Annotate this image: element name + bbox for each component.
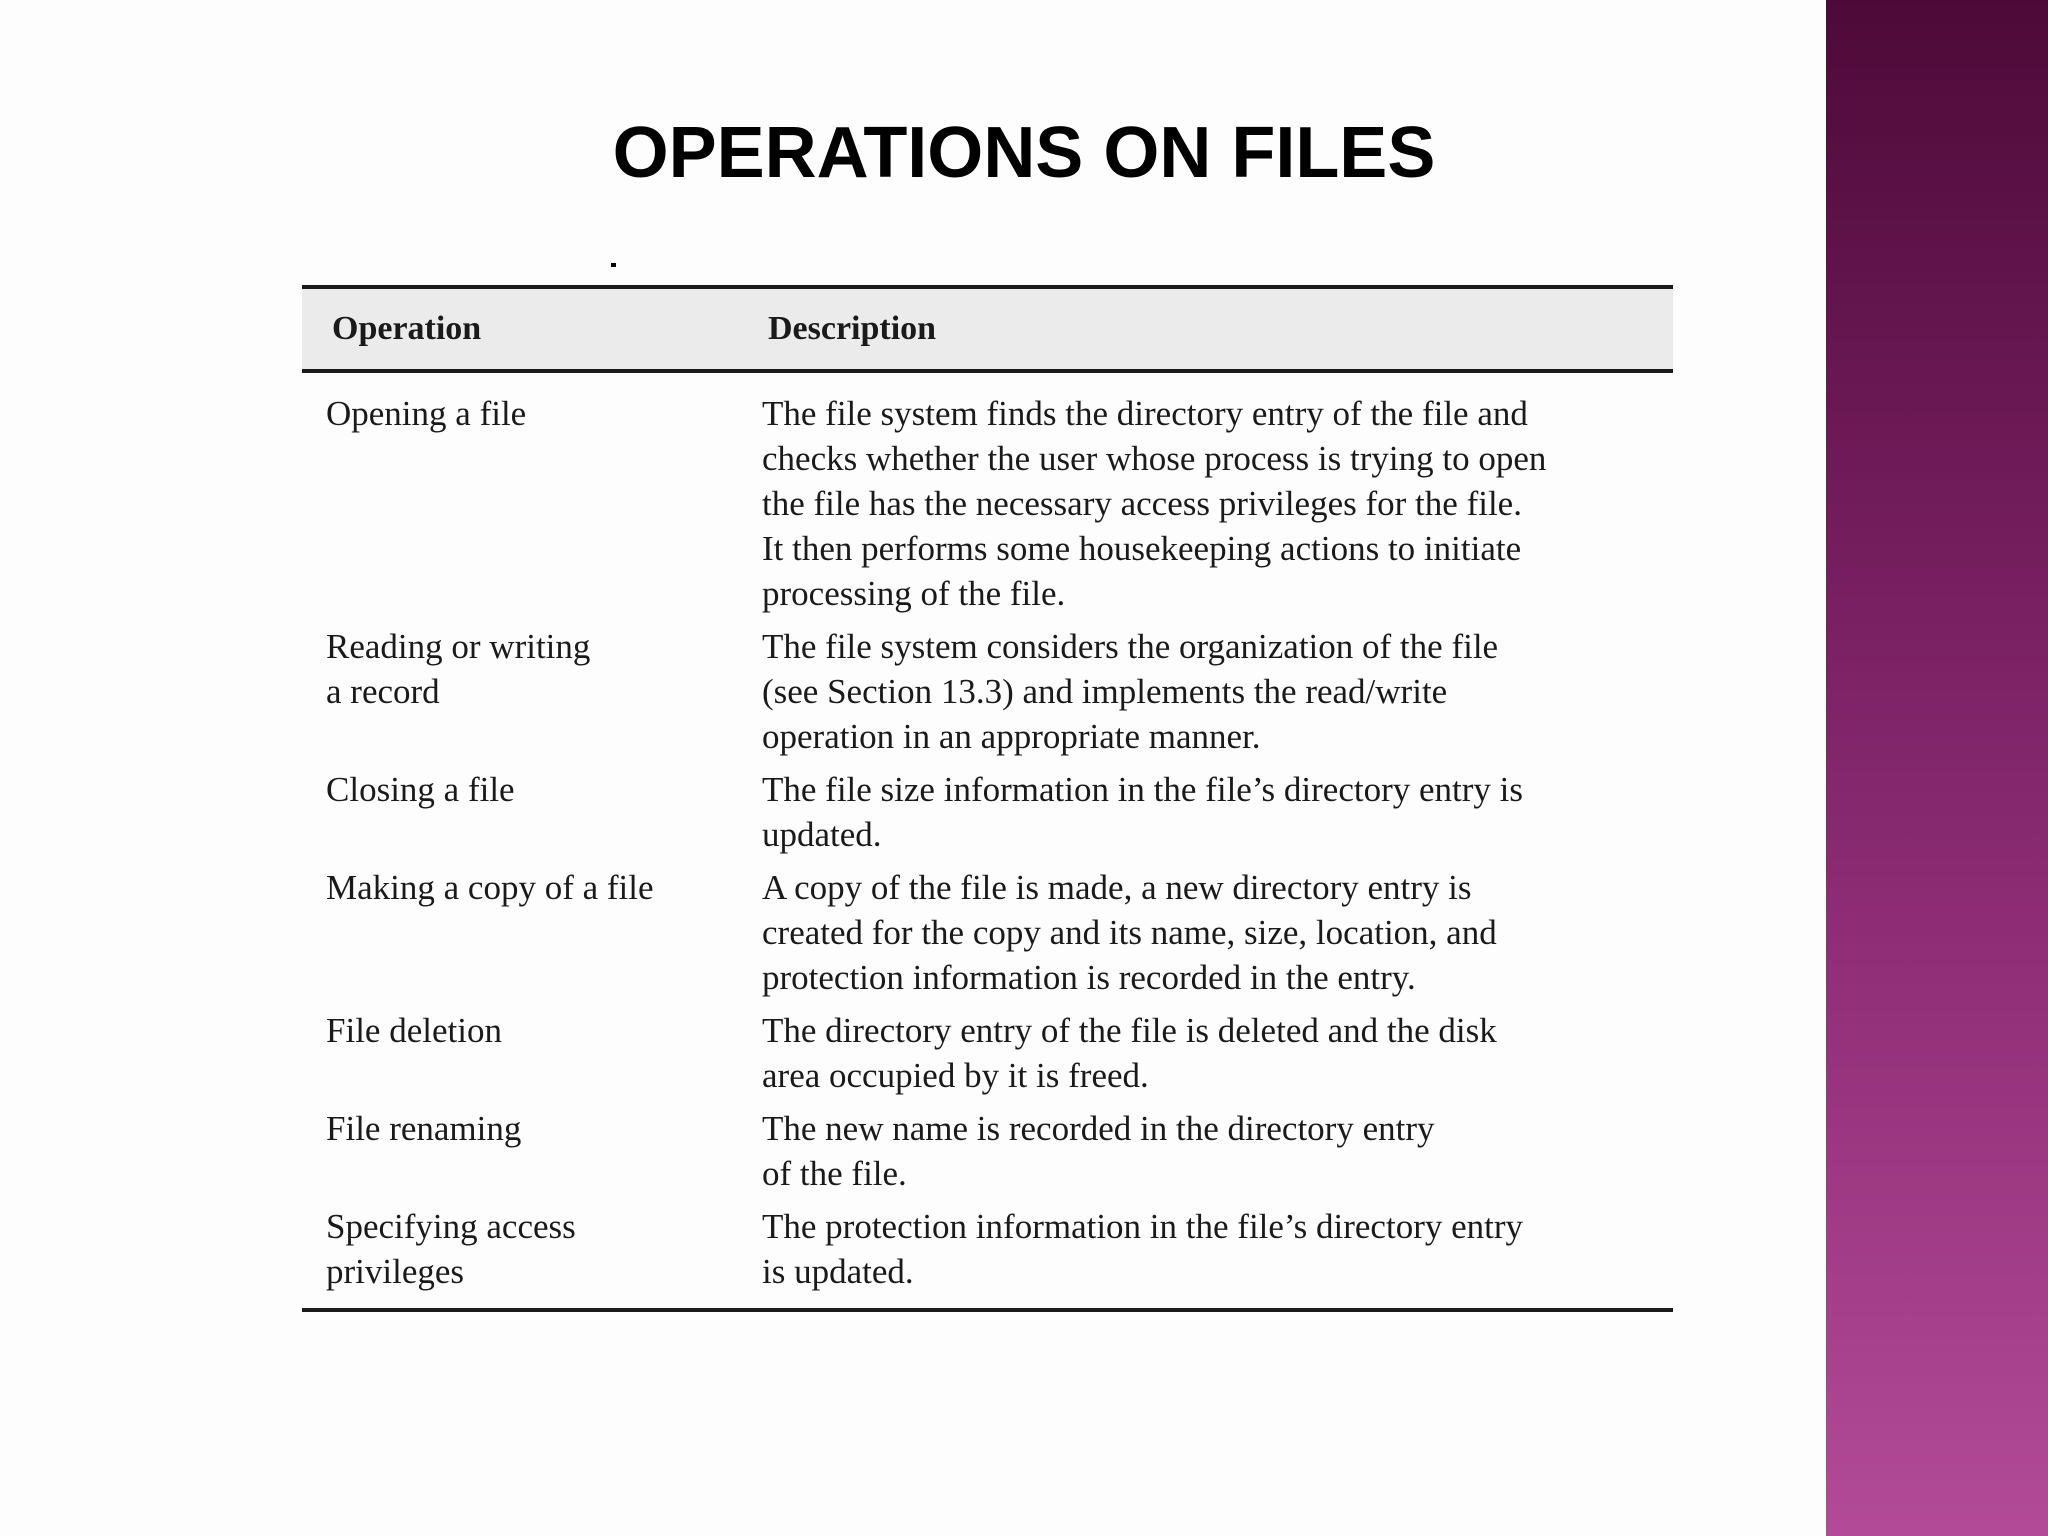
description-text: of the file.: [762, 1154, 907, 1193]
description-text: area occupied by it is freed.: [762, 1056, 1149, 1095]
description-text: processing of the file.: [762, 574, 1066, 613]
table-row: [302, 1198, 1673, 1310]
header-description: Description: [768, 310, 937, 347]
description-text: The protection information in the file’s directory entry: [762, 1207, 1524, 1246]
decorative-side-band: [1826, 0, 2048, 1536]
description-text: The file system finds the directory entry of the file and: [762, 394, 1528, 433]
table-row: [302, 1002, 1673, 1100]
description-text: (see Section 13.3) and implements the read/write: [762, 672, 1448, 711]
table-row: [302, 618, 1673, 761]
description-text: The directory entry of the file is deleted and the disk: [762, 1011, 1497, 1050]
operation-text: File deletion: [326, 1011, 502, 1050]
description-cell: [757, 1002, 1673, 1100]
table-header-row: [302, 287, 1673, 371]
description-text: A copy of the file is made, a new directory entry is: [762, 868, 1472, 907]
description-text: The file system considers the organization of the file: [762, 627, 1499, 666]
operation-cell: [302, 371, 757, 618]
description-text: the file has the necessary access privileges for the file.: [762, 484, 1522, 523]
operations-table-container: [302, 285, 1673, 1312]
operation-text: Specifying access: [326, 1207, 576, 1246]
table-header: [302, 287, 1673, 371]
operations-table: [302, 285, 1673, 1312]
description-cell: [757, 1198, 1673, 1310]
operation-text: Making a copy of a file: [326, 868, 654, 907]
table-row: [302, 761, 1673, 859]
operation-cell: [302, 1100, 757, 1198]
description-cell: [757, 761, 1673, 859]
operation-text: privileges: [326, 1252, 465, 1291]
description-text: is updated.: [762, 1252, 914, 1291]
description-text: protection information is recorded in the entry.: [762, 958, 1416, 997]
operation-text: Reading or writing: [326, 627, 591, 666]
table-row: [302, 1100, 1673, 1198]
description-cell: [757, 1100, 1673, 1198]
operation-cell: [302, 1002, 757, 1100]
description-text: It then performs some housekeeping actions to initiate: [762, 529, 1522, 568]
operation-text: Closing a file: [326, 770, 515, 809]
table-body: [302, 371, 1673, 1310]
operation-cell: [302, 1198, 757, 1310]
operation-text: Opening a file: [326, 394, 527, 433]
page-title: OPERATIONS ON FILES: [612, 113, 1436, 193]
table-row: [302, 859, 1673, 1002]
header-operation: Operation: [332, 310, 482, 347]
stray-mark: [611, 263, 616, 267]
operation-cell: [302, 761, 757, 859]
table-row: [302, 371, 1673, 618]
description-cell: [757, 371, 1673, 618]
operation-cell: [302, 859, 757, 1002]
description-cell: [757, 859, 1673, 1002]
description-text: updated.: [762, 815, 882, 854]
description-cell: [757, 618, 1673, 761]
description-text: operation in an appropriate manner.: [762, 717, 1261, 756]
operation-text: File renaming: [326, 1109, 522, 1148]
description-text: created for the copy and its name, size, location, and: [762, 913, 1497, 952]
description-text: The file size information in the file’s directory entry is: [762, 770, 1524, 809]
description-text: The new name is recorded in the directory entry: [762, 1109, 1435, 1148]
operation-cell: [302, 618, 757, 761]
description-text: checks whether the user whose process is trying to open: [762, 439, 1547, 478]
operation-text: a record: [326, 672, 440, 711]
